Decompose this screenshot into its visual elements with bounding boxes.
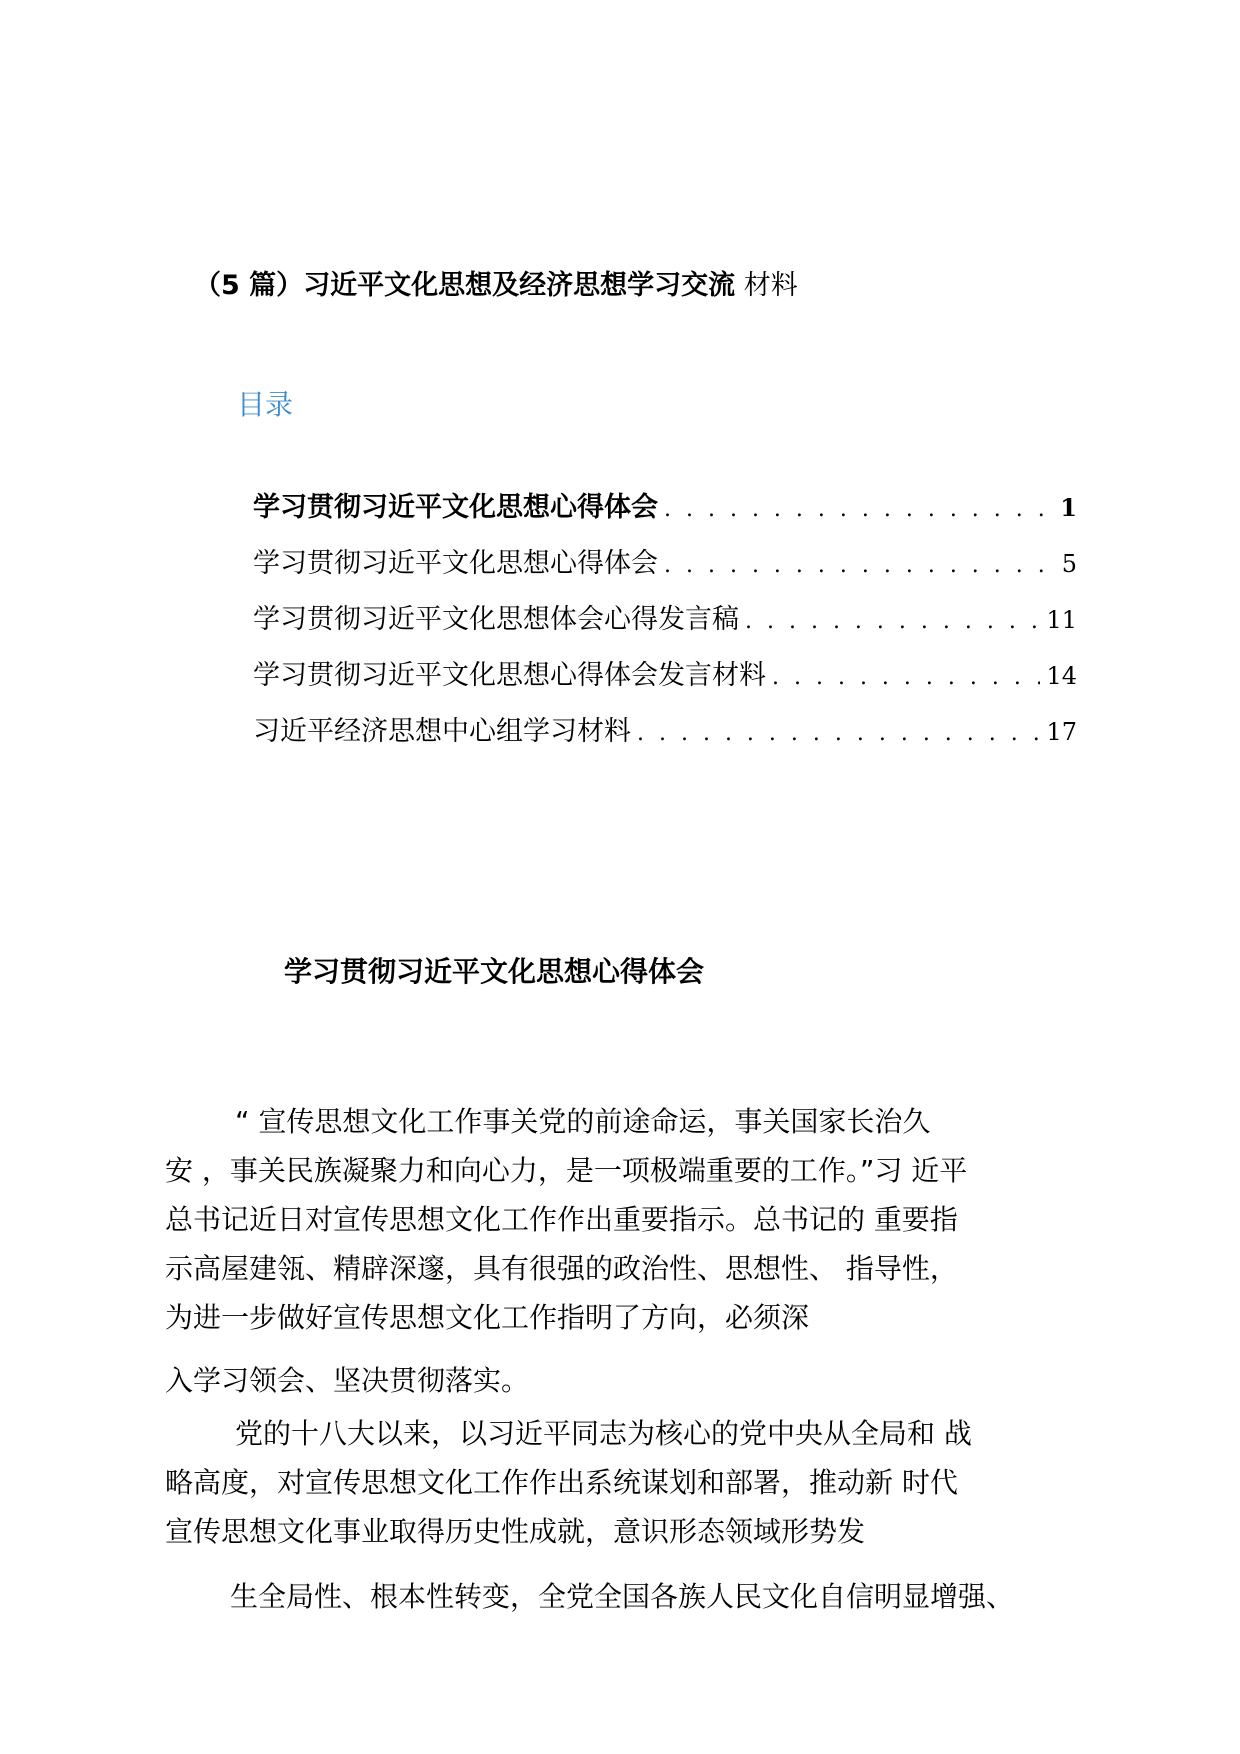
toc-entry-text: 习近平经济思想中心组学习材料: [253, 716, 631, 747]
toc-entry[interactable]: [253, 541, 1077, 597]
toc-entry[interactable]: [253, 597, 1077, 653]
toc-entry-text: 学习贯彻习近平文化思想心得体会: [253, 548, 658, 579]
body-paragraph: [230, 1572, 1014, 1621]
document-title-main: 习近平文化思想及经济思想学习交流: [303, 270, 736, 301]
document-title-suffix: 材料: [735, 270, 798, 301]
body-paragraph: [165, 1409, 972, 1556]
toc-entry[interactable]: [253, 709, 1077, 765]
paragraph-line: 总书记近日对宣传思想文化工作作出重要指示。总书记的 重要指: [165, 1203, 958, 1236]
toc-dot-leader: [664, 553, 1056, 578]
toc-dot-leader: [772, 665, 1040, 690]
table-of-contents: [253, 485, 1077, 765]
toc-entry-page: 5: [1061, 550, 1077, 578]
toc-dot-leader: [637, 721, 1040, 746]
paragraph-line: 示高屋建瓴、精辟深邃，具有很强的政治性、思想性、 指导性，: [165, 1252, 958, 1285]
toc-heading: 目录: [237, 388, 294, 421]
document-title-count: （5 篇）: [194, 270, 304, 301]
toc-dot-leader: [664, 497, 1054, 522]
paragraph-line: 为进一步做好宣传思想文化工作指明了方向，必须深: [165, 1301, 810, 1334]
toc-entry-text: 学习贯彻习近平文化思想体会心得发言稿: [253, 604, 739, 635]
body-paragraph: [165, 1356, 529, 1405]
toc-entry-text: 学习贯彻习近平文化思想心得体会发言材料: [253, 660, 766, 691]
toc-dot-leader: [745, 609, 1040, 634]
toc-entry-page: 14: [1046, 662, 1077, 690]
paragraph-line: “ 宣传思想文化工作事关党的前途命运，事关国家长治久: [235, 1105, 931, 1138]
toc-entry-page: 17: [1046, 718, 1077, 746]
paragraph-line: 略高度，对宣传思想文化工作作出系统谋划和部署，推动新 时代: [165, 1466, 958, 1499]
document-title: [194, 263, 798, 302]
paragraph-line: 宣传思想文化事业取得历史性成就，意识形态领域形势发: [165, 1515, 866, 1548]
toc-entry-text: 学习贯彻习近平文化思想心得体会: [253, 492, 658, 523]
toc-entry[interactable]: [253, 653, 1077, 709]
toc-entry-page: 1: [1060, 493, 1077, 522]
body-paragraph: [165, 1097, 967, 1342]
section-title: 学习贯彻习近平文化思想心得体会: [284, 955, 705, 988]
paragraph-line: 生全局性、根本性转变，全党全国各族人民文化自信明显增强、: [230, 1580, 1015, 1613]
paragraph-line: 党的十八大以来，以习近平同志为核心的党中央从全局和 战: [235, 1417, 972, 1450]
toc-entry-page: 11: [1046, 606, 1077, 634]
paragraph-line: 入学习领会、坚决贯彻落实。: [165, 1364, 530, 1397]
paragraph-line: 安 ，事关民族凝聚力和向心力，是一项极端重要的工作。”习 近平: [165, 1154, 968, 1187]
toc-entry[interactable]: [253, 485, 1077, 541]
